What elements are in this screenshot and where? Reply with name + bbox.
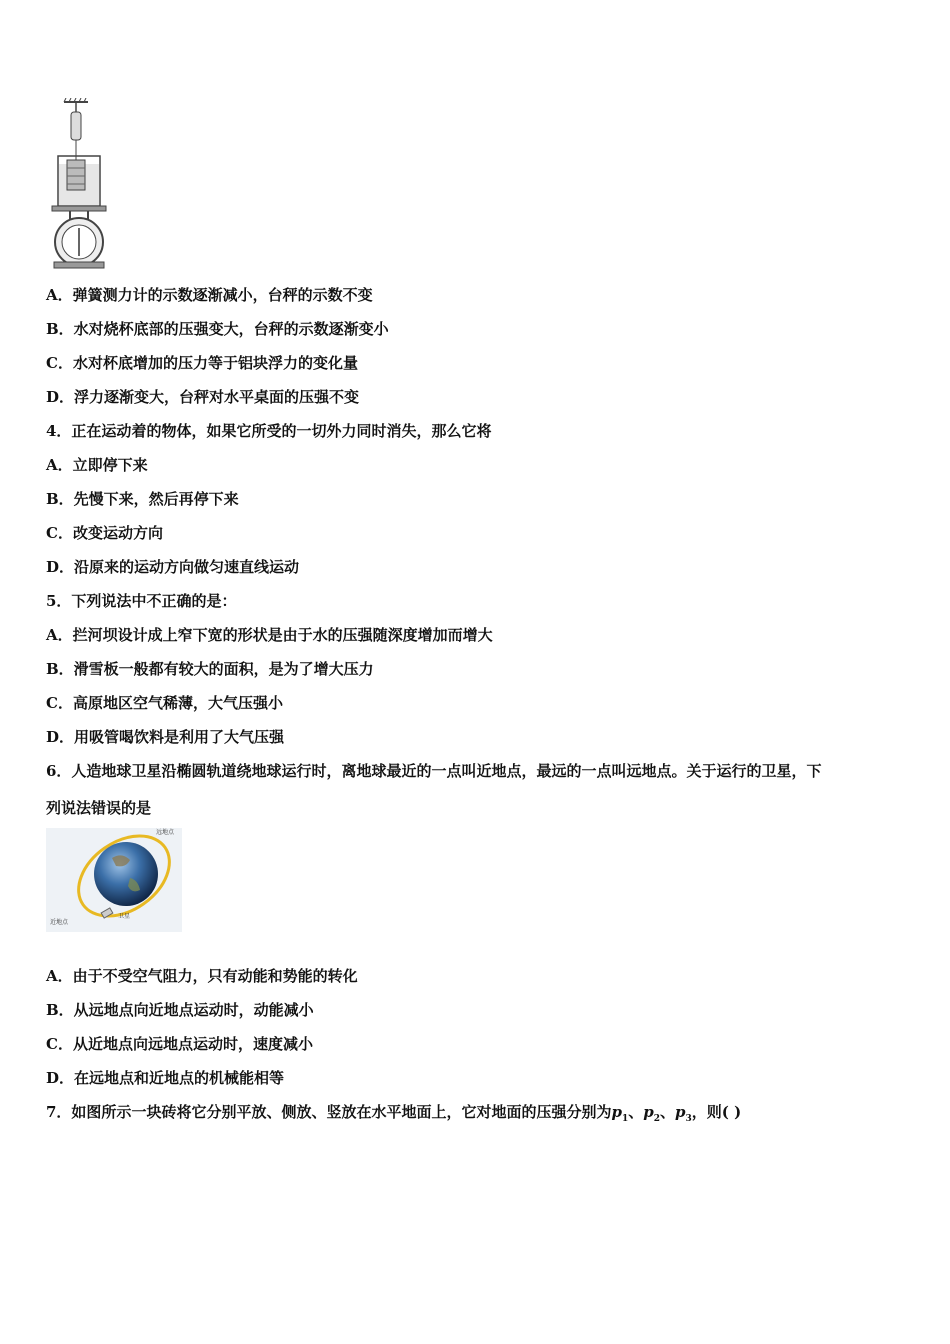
p-symbol: p — [675, 1103, 686, 1121]
p2-subscript: 2 — [653, 1114, 660, 1124]
q3-option-a: A．弹簧测力计的示数逐渐减小，台秤的示数不变 — [46, 286, 373, 304]
p3-subscript: 3 — [685, 1114, 692, 1124]
q3-option-d: D．浮力逐渐变大，台秤对水平桌面的压强不变 — [46, 388, 360, 406]
q6-option-b: B．从远地点向近地点运动时，动能减小 — [46, 1001, 314, 1019]
far-point-label: 远地点 — [156, 829, 175, 836]
q4-stem: 4．正在运动着的物体，如果它所受的一切外力同时消失，那么它将 — [46, 422, 492, 440]
q7-sep2: 、 — [660, 1103, 676, 1121]
q3-option-b: B．水对烧杯底部的压强变大，台秤的示数逐渐变小 — [46, 320, 389, 338]
q4-option-b: B．先慢下来，然后再停下来 — [46, 490, 239, 508]
q7-stem-post: ，则( ) — [691, 1103, 742, 1121]
satellite-label: 卫星 — [118, 913, 131, 920]
q7-stem — [46, 1102, 741, 1129]
q5-option-c: C．高原地区空气稀薄，大气压强小 — [46, 694, 283, 712]
q5-stem: 5．下列说法中不正确的是： — [46, 592, 237, 610]
q6-option-c: C．从近地点向远地点运动时，速度减小 — [46, 1035, 313, 1053]
q5-option-d: D．用吸管喝饮料是利用了大气压强 — [46, 728, 285, 746]
q6-stem-line2: 列说法错误的是 — [46, 799, 152, 817]
q5-option-b: B．滑雪板一般都有较大的面积，是为了增大压力 — [46, 660, 374, 678]
p1-subscript: 1 — [621, 1114, 629, 1124]
spring-scale-balance-figure — [48, 98, 112, 270]
p-symbol: p — [643, 1103, 654, 1121]
q4-option-c: C．改变运动方向 — [46, 524, 163, 542]
satellite-orbit-figure — [46, 828, 182, 932]
q7-sep1: 、 — [628, 1103, 644, 1121]
q6-option-a: A．由于不受空气阻力，只有动能和势能的转化 — [46, 967, 358, 985]
q6-stem-line1: 6．人造地球卫星沿椭圆轨道绕地球运行时，离地球最近的一点叫近地点，最远的一点叫远地点。关于运行的卫星，下 — [46, 762, 822, 780]
q5-option-a: A．拦河坝设计成上窄下宽的形状是由于水的压强随深度增加而增大 — [46, 626, 493, 644]
q7-stem-pre: 7．如图所示一块砖将它分别平放、侧放、竖放在水平地面上，它对地面的压强分别为 — [46, 1103, 612, 1121]
near-point-label: 近地点 — [50, 919, 69, 926]
q6-option-d: D．在远地点和近地点的机械能相等 — [46, 1069, 285, 1087]
q4-option-d: D．沿原来的运动方向做匀速直线运动 — [46, 558, 300, 576]
q3-option-c: C．水对杯底增加的压力等于铝块浮力的变化量 — [46, 354, 358, 372]
p-symbol: p — [611, 1103, 622, 1121]
q4-option-a: A．立即停下来 — [46, 456, 148, 474]
